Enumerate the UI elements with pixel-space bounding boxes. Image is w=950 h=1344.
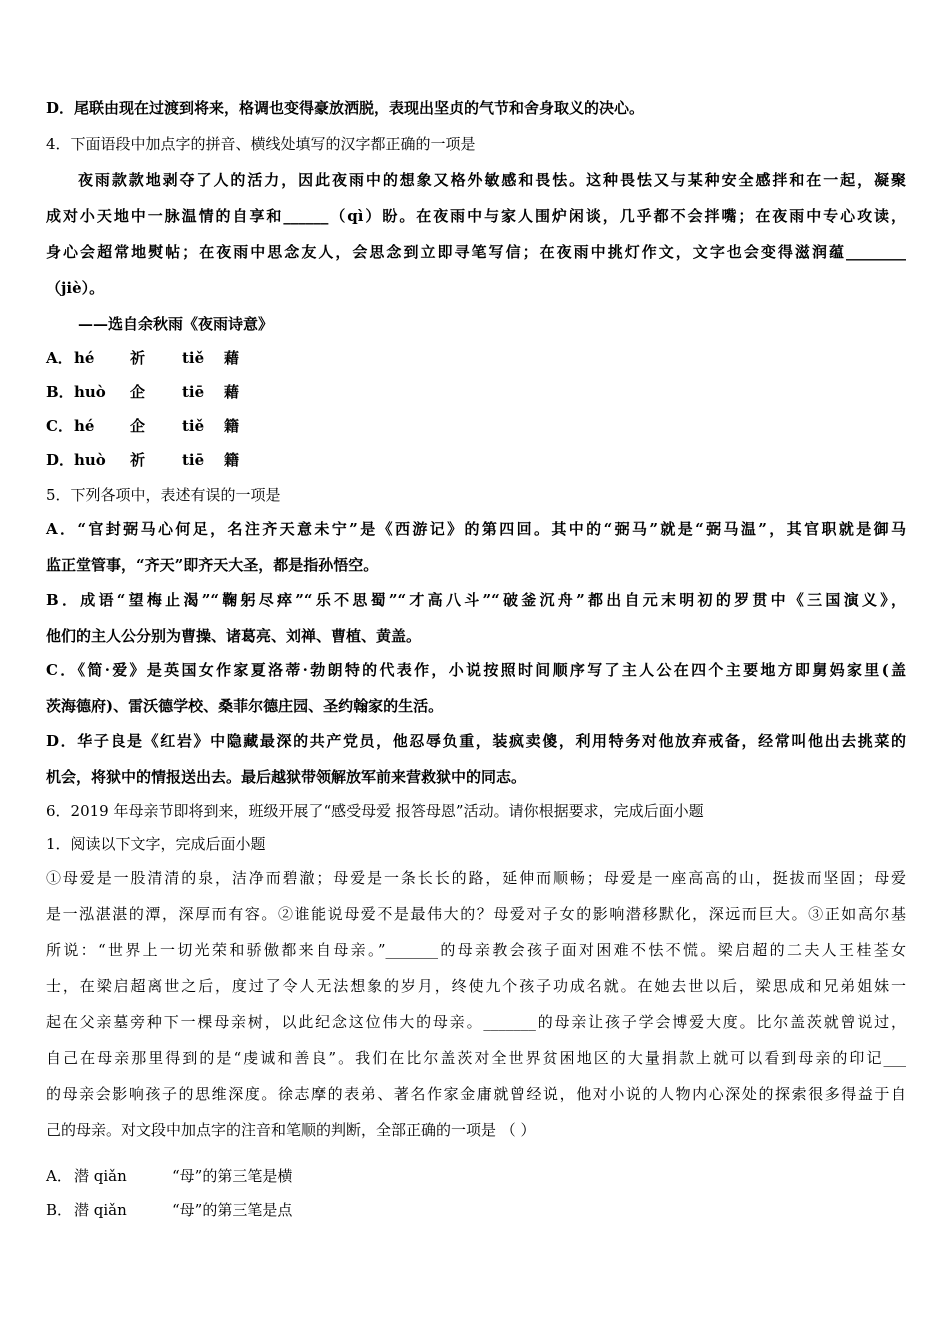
q5-option-d-line: D．华子良是《红岩》中隐藏最深的共产党员，他忍辱负重，装疯卖傻，利用特务对他放弃戒备，经常叫他出去挑菜的 xyxy=(46,732,906,750)
q4-passage-line: （jiè）。 xyxy=(46,279,105,297)
q4-option-a: A．hé 祈 tiě 藉 xyxy=(46,349,240,367)
q6-passage-line: 的母亲会影响孩子的思维深度。徐志摩的表弟、著名作家金庸就曾经说，他对小说的人物内心深处的探索很多得益于自 xyxy=(46,1085,906,1103)
q6-passage-line: 士，在梁启超离世之后，度过了令人无法想象的岁月，终使九个孩子功成名就。在她去世以后，梁思成和兄弟姐妹一 xyxy=(46,977,906,995)
q6-passage-line: ①母爱是一股清清的泉，洁净而碧澈；母爱是一条长长的路，延伸而顺畅；母爱是一座高高的山，挺拔而坚固；母爱 xyxy=(46,869,906,887)
q6-stem: 6．2019 年母亲节即将到来，班级开展了“感受母爱 报答母恩”活动。请你根据要求，完成后面小题 xyxy=(46,802,704,820)
q4-source: ——选自余秋雨《夜雨诗意》 xyxy=(78,315,274,333)
q6-passage-line: 自己在母亲那里得到的是“虔诚和善良”。我们在比尔盖茨对全世界贫困地区的大量捐款上就可以看到母亲的印记___ xyxy=(46,1049,906,1067)
q4-stem: 4．下面语段中加点字的拼音、横线处填写的汉字都正确的一项是 xyxy=(46,135,476,153)
q4-option-b: B．huò 企 tiē 藉 xyxy=(46,383,240,401)
q5-option-a-line: A．“官封弼马心何足，名注齐天意未宁”是《西游记》的第四回。其中的“弼马”就是“弼马温”，其官职就是御马 xyxy=(46,520,906,538)
q5-stem: 5．下列各项中，表述有误的一项是 xyxy=(46,486,281,504)
q6-sub1: 1．阅读以下文字，完成后面小题 xyxy=(46,835,266,853)
q4-option-c: C．hé 企 tiě 籍 xyxy=(46,417,240,435)
q5-option-b-line: B．成语“望梅止渴”“鞠躬尽瘁”“乐不思蜀”“才高八斗”“破釜沉舟”都出自元末明初的罗贯中《三国演义》， xyxy=(46,591,906,609)
q6-passage-line: 所说：“世界上一切光荣和骄傲都来自母亲。”_______的母亲教会孩子面对困难不怯不慌。梁启超的二夫人王桂荃女 xyxy=(46,941,906,959)
q5-option-d-line: 机会，将狱中的情报送出去。最后越狱带领解放军前来营救狱中的同志。 xyxy=(46,768,527,786)
q6-option-b: B． 潜 qiǎn “母”的第三笔是点 xyxy=(46,1201,293,1219)
q3-option-d: D．尾联由现在过渡到将来，格调也变得豪放洒脱，表现出坚贞的气节和舍身取义的决心。 xyxy=(46,99,645,117)
q5-option-b-line: 他们的主人公分别为曹操、诸葛亮、刘禅、曹植、黄盖。 xyxy=(46,627,422,645)
q6-option-a: A． 潜 qiǎn “母”的第三笔是横 xyxy=(46,1167,293,1185)
q5-option-a-line: 监正堂管事，“齐天”即齐天大圣，都是指孙悟空。 xyxy=(46,556,379,574)
q5-option-c-line: 茨海德府)、雷沃德学校、桑菲尔德庄园、圣约翰家的生活。 xyxy=(46,697,444,715)
q5-option-c-line: C．《简·爱》是英国女作家夏洛蒂·勃朗特的代表作，小说按照时间顺序写了主人公在四个主要地方即舅妈家里(盖 xyxy=(46,661,906,679)
q4-passage-line: 身心会超常地熨帖；在夜雨中思念友人，会思念到立即寻笔写信；在夜雨中挑灯作文，文字也会变得滋润蕴________ xyxy=(46,243,906,261)
q6-passage-line: 起在父亲墓旁种下一棵母亲树，以此纪念这位伟大的母亲。_______的母亲让孩子学会博爱大度。比尔盖茨就曾说过， xyxy=(46,1013,906,1031)
q4-passage-line: 夜雨款款地剥夺了人的活力，因此夜雨中的想象又格外敏感和畏怯。这种畏怯又与某种安全感拌和在一起，凝聚 xyxy=(78,171,906,189)
q4-option-d: D．huò 祈 tiē 籍 xyxy=(46,451,240,469)
q6-passage-line: 己的母亲。对文段中加点字的注音和笔顺的判断，全部正确的一项是 （ ） xyxy=(46,1121,536,1139)
q4-passage-line: 成对小天地中一脉温情的自享和______（qì）盼。在夜雨中与家人围炉闲谈，几乎都不会拌嘴；在夜雨中专心攻读， xyxy=(46,207,906,225)
q6-passage-line: 是一泓湛湛的潭，深厚而有容。②谁能说母爱不是最伟大的？母爱对子女的影响潜移默化，深远而巨大。③正如高尔基 xyxy=(46,905,906,923)
